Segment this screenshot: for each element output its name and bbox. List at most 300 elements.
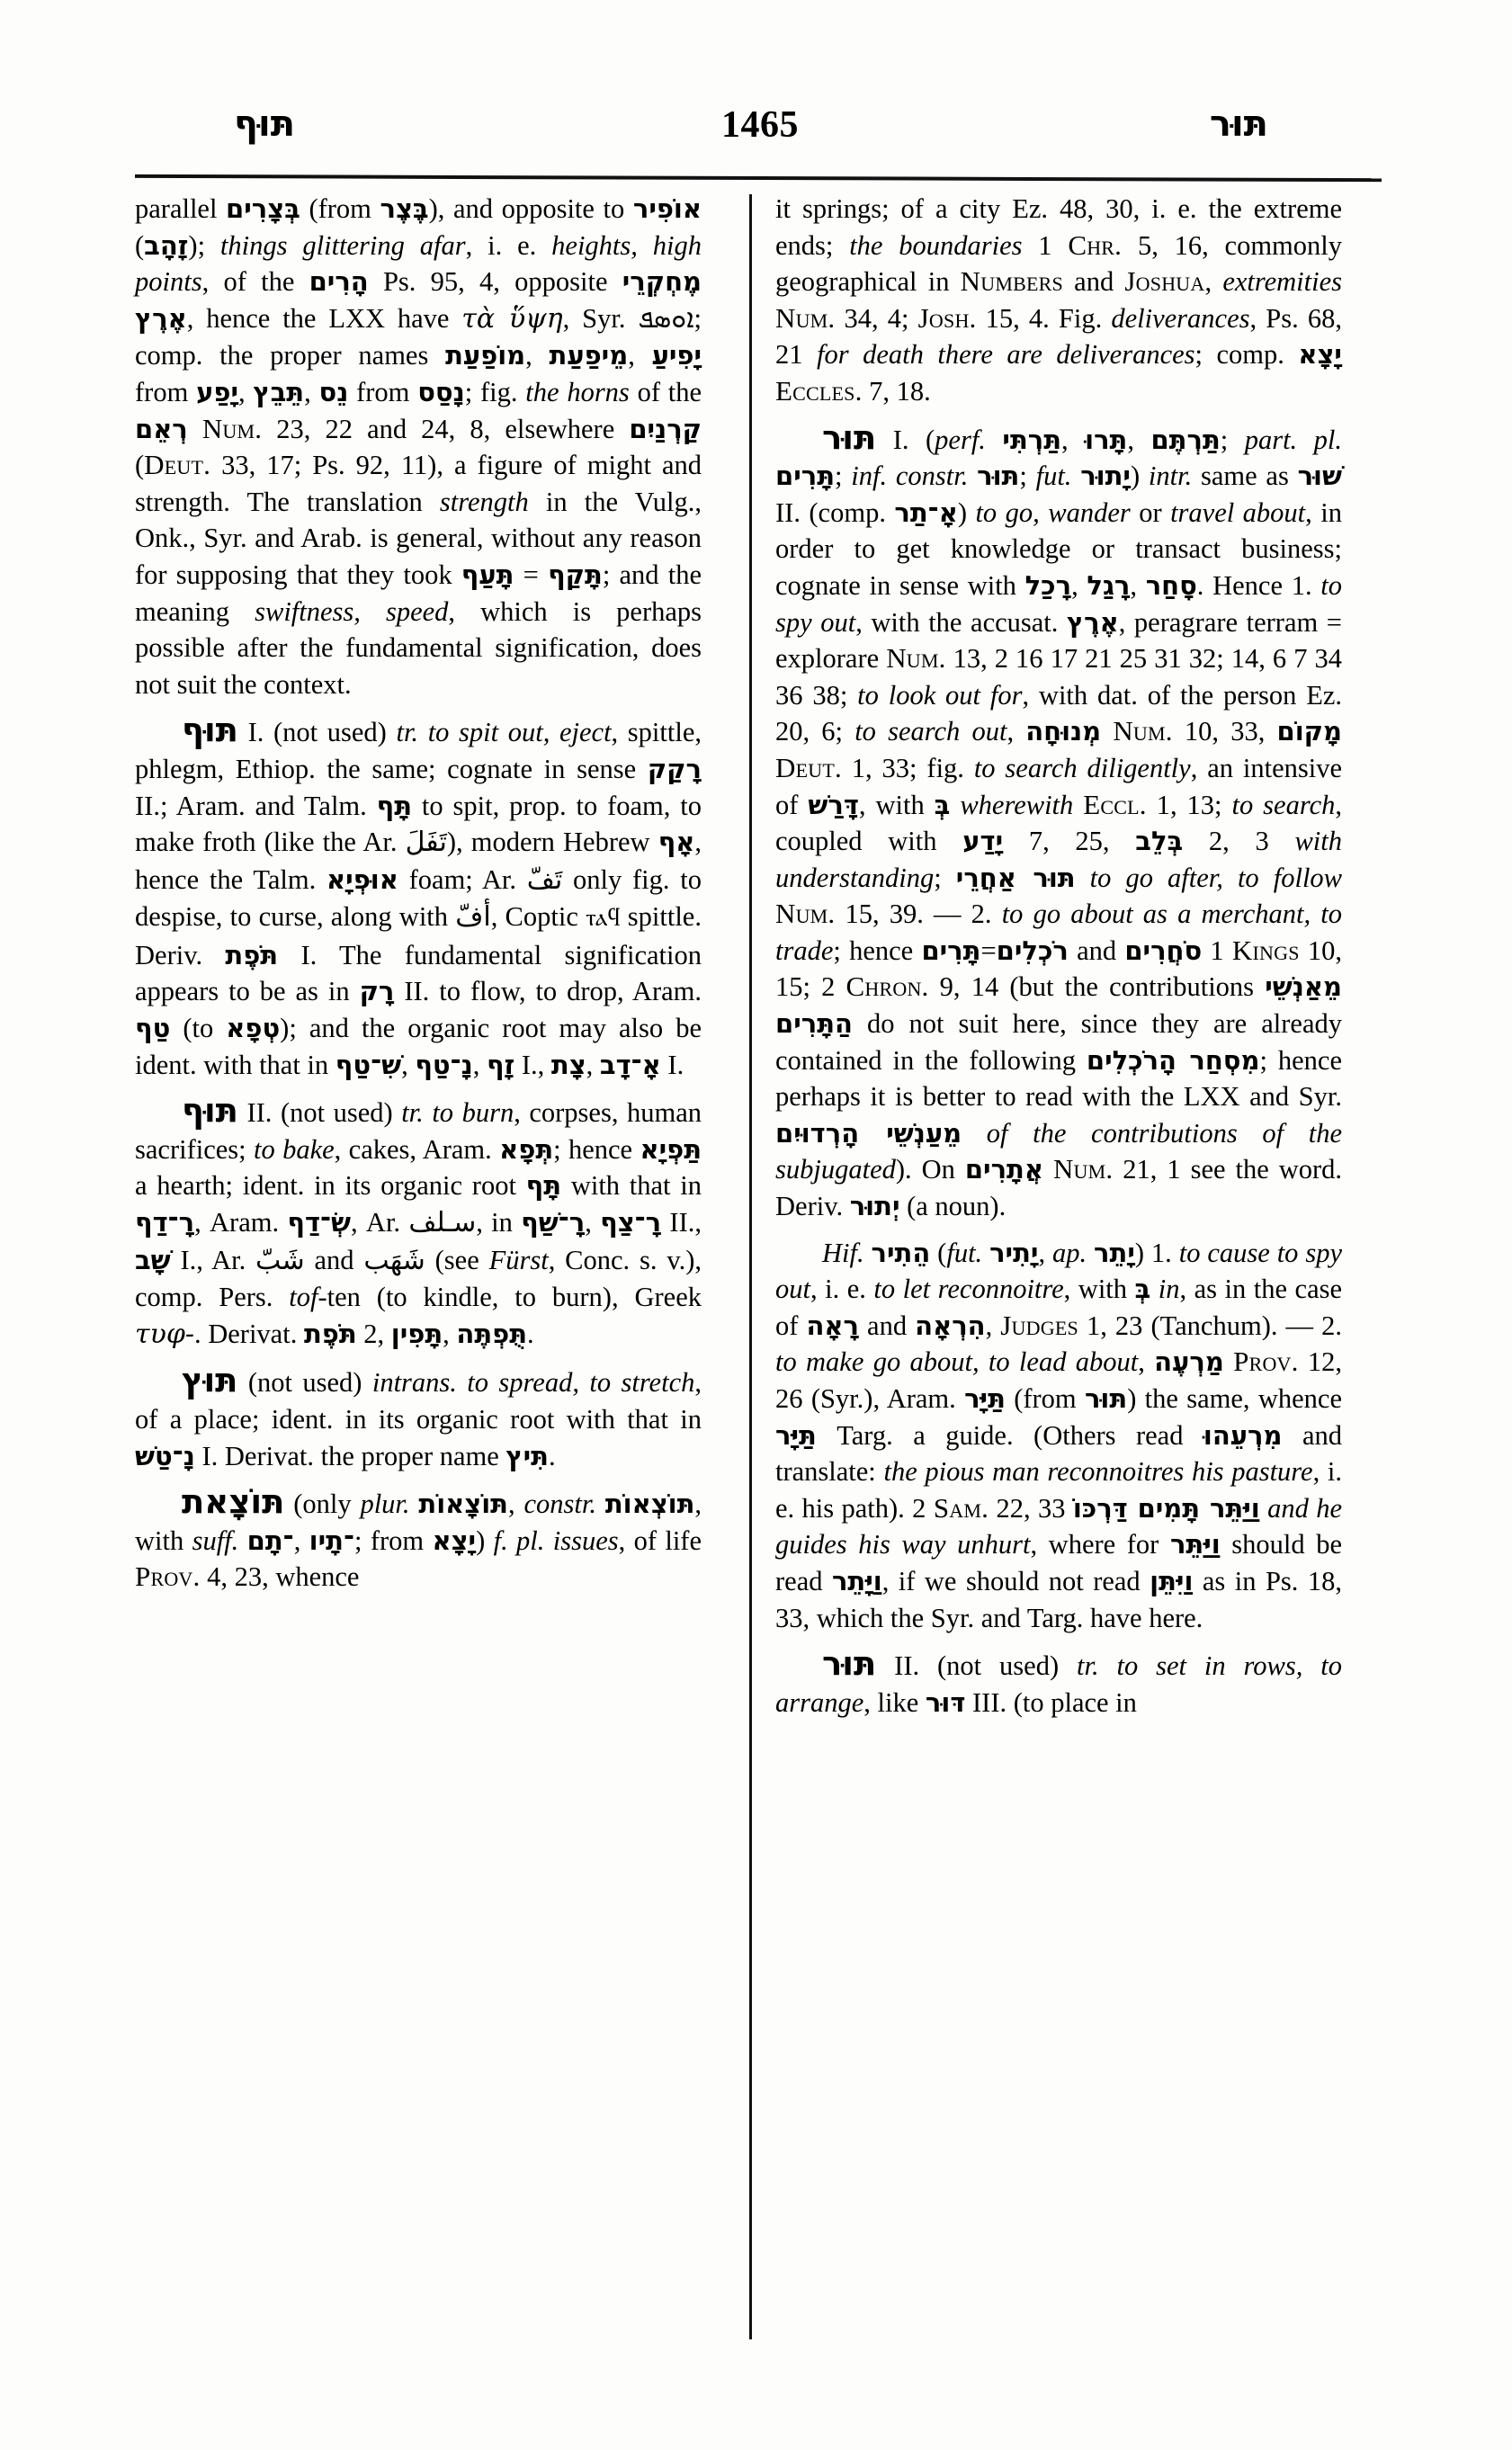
body-text: foam; Ar.	[398, 863, 527, 895]
hebrew-word: רָגַל	[1087, 569, 1131, 601]
coptic-word: ⲧⲁϥ	[586, 904, 621, 933]
body-text: , i. e.	[465, 229, 552, 261]
body-text: III. (to place in	[965, 1686, 1137, 1718]
body-text: (	[135, 229, 145, 261]
dictionary-entry	[775, 1235, 1342, 1637]
body-text: ;	[1220, 424, 1245, 455]
hebrew-word: בְּצָרִים	[226, 193, 300, 224]
scripture-ref: Num.	[775, 301, 836, 334]
hebrew-word: תֵּבֵץ	[253, 376, 305, 407]
hebrew-word: יָתֵר	[1094, 1237, 1135, 1268]
body-text: ; hence perhaps it is better to read with the LXX and Syr.	[775, 1044, 1342, 1113]
hebrew-word: הֵתִיר	[871, 1237, 931, 1268]
body-text: , which is perhaps possible after the fundamental signification, does not suit the context.	[135, 595, 702, 700]
hebrew-word: תָּעַף	[461, 559, 514, 590]
body-text: , hence the LXX have	[186, 302, 462, 334]
gloss-italic: to let reconnoitre	[873, 1274, 1064, 1305]
body-text: spittle. Deriv.	[135, 901, 702, 970]
hebrew-word: תֻּפְתֶּה	[456, 1318, 528, 1349]
body-text: 5, 16, commonly geographical in	[775, 229, 1342, 298]
body-text	[410, 1489, 419, 1519]
body-text: I. (	[876, 424, 935, 455]
hebrew-word: הִרְאָה	[915, 1310, 986, 1341]
column-left	[135, 191, 702, 1596]
hebrew-word: יָדַע	[962, 826, 1004, 857]
scripture-ref: Num.	[1113, 715, 1173, 747]
arabic-word: شَهَب	[363, 1244, 425, 1276]
body-text	[1087, 1238, 1094, 1268]
scripture-ref: Prov.	[135, 1560, 201, 1593]
gloss-italic: tr. to set in rows, to arrange	[775, 1650, 1342, 1718]
gloss-italic: strength	[439, 486, 529, 517]
gloss-italic: f. pl. issues	[493, 1525, 619, 1556]
hebrew-word: תָּרוּ	[1085, 424, 1128, 455]
body-text: (only	[284, 1489, 361, 1520]
column-divider	[749, 194, 752, 2339]
body-text	[950, 790, 960, 820]
scripture-ref: Num.	[201, 412, 263, 444]
body-text: do not suit here, since they are already contained in the following	[775, 1008, 1342, 1076]
body-text: ,	[401, 1049, 416, 1080]
scripture-ref: Num.	[1052, 1153, 1114, 1185]
hebrew-word: תָּרִים	[921, 934, 981, 966]
gloss-italic: to make go about, to lead about	[775, 1346, 1139, 1378]
hebrew-word: סֹחֲרִים	[1124, 934, 1203, 966]
body-text: in the Vulg., Onk., Syr. and Arab. is general, without any reason for supposing that they took	[135, 486, 702, 590]
hebrew-word: ־תָם	[246, 1525, 294, 1556]
body-text: ;	[835, 460, 852, 492]
body-text: 15, 39. — 2.	[835, 899, 1002, 930]
hebrew-word: תּוֹצָאוֹת	[418, 1489, 508, 1520]
body-text: , in order to get knowledge or transact business; cognate in sense with	[775, 496, 1342, 601]
gloss-italic: to go after, to follow	[1089, 862, 1343, 893]
hebrew-word: נָ־טַף	[415, 1049, 473, 1080]
hebrew-word: מָקוֹם	[1276, 716, 1342, 747]
body-text: , as in the case of	[775, 1274, 1343, 1341]
body-text: 7, 25,	[1003, 826, 1136, 857]
gloss-italic: for death there are deliverances	[817, 339, 1195, 371]
hebrew-word: תַּיָּר	[964, 1383, 1006, 1414]
arabic-word: شَبّ	[255, 1244, 305, 1276]
gloss-italic: fut.	[1035, 460, 1072, 492]
body-text: to spit, prop. to foam, to make froth (like the Ar.	[135, 790, 702, 858]
hebrew-word: אוּפְיָא	[327, 863, 398, 895]
hebrew-word: וַיַּתֵּר	[1169, 1529, 1221, 1560]
arabic-word: ܐܘܣܦ	[638, 302, 694, 335]
gloss-italic: to search diligently	[973, 752, 1191, 783]
body-text: 15, 4. Fig.	[976, 302, 1112, 334]
body-text: I. Derivat. the proper name	[194, 1440, 506, 1471]
body-text: 1, 23 (Tanchum). — 2.	[1078, 1310, 1342, 1341]
greek-word: τὰ ὕψη	[461, 302, 563, 335]
hebrew-word: תָּרִים	[775, 460, 836, 492]
body-text: , with dat. of the person Ez. 20, 6;	[775, 679, 1342, 747]
gloss-italic: intrans. to spread, to stretch	[371, 1367, 695, 1399]
gloss-italic: plur.	[360, 1489, 410, 1520]
body-text	[596, 1489, 605, 1519]
body-text: ; hence	[553, 1133, 640, 1165]
hebrew-word: זָף	[487, 1049, 515, 1080]
hebrew-word: אֶרֶץ	[1066, 606, 1119, 638]
scripture-ref: Deut.	[775, 751, 842, 783]
scripture-ref: Chr.	[1068, 228, 1123, 261]
hebrew-word: תִּיץ	[505, 1440, 549, 1471]
body-text: and	[858, 1310, 916, 1341]
header-rule	[135, 174, 1382, 182]
body-text: of the	[629, 376, 702, 407]
body-text: 13, 2 16 17 21 25 31 32; 14, 6 7 34 36 38;	[775, 643, 1342, 711]
scripture-ref: Deut.	[144, 449, 211, 481]
gloss-italic: to go, wander	[975, 496, 1131, 528]
hebrew-word: מוֹפַעַת	[445, 340, 526, 371]
body-text: , with	[858, 789, 935, 820]
body-text: ,	[985, 1310, 1001, 1341]
body-text: 1, 33; fig.	[841, 752, 974, 783]
gloss-italic: and he guides his way unhurt	[775, 1492, 1343, 1560]
body-text: ), modern Hebrew	[446, 827, 658, 858]
hebrew-word: אָף	[658, 827, 695, 858]
gloss-italic: to look out for	[857, 679, 1023, 711]
hebrew-word: תָּף	[376, 790, 413, 821]
body-text: , coupled with	[775, 789, 1342, 857]
hebrew-word: מֶחְקְרֵי אֶרֶץ	[135, 266, 702, 334]
dictionary-entry	[135, 1093, 702, 1353]
body-text: . Hence 1.	[1196, 569, 1321, 601]
hebrew-word: תּוּר	[1084, 1383, 1128, 1414]
body-text: , of a place; ident. in its organic root with that in	[135, 1367, 702, 1435]
body-text: , Syr.	[562, 302, 639, 334]
hebrew-word: נָ־טַשׁ	[135, 1440, 195, 1471]
body-text: 33, 17; Ps. 92, 11), a figure of might and strength. The translation	[135, 450, 702, 517]
hebrew-word: תַּרְתִּי	[1002, 424, 1062, 455]
body-text: 9, 14 (but the contributions	[928, 971, 1266, 1003]
entry-lemma: תּוֹצָאת	[182, 1482, 285, 1522]
body-text: ) 1.	[1134, 1237, 1179, 1268]
body-text: parallel	[135, 193, 227, 224]
body-text: , corpses, human sacrifices;	[135, 1097, 702, 1165]
hebrew-word: תֹּפֶת	[225, 939, 279, 970]
hebrew-word: וַיִּתֵּן	[1150, 1565, 1194, 1596]
hebrew-word: יָפִיעַ	[651, 340, 702, 371]
hebrew-word: טְפָא	[226, 1013, 281, 1044]
body-text	[1076, 863, 1090, 893]
hebrew-word: יָתוּר	[1080, 460, 1131, 492]
hebrew-word: סָחַר	[1145, 569, 1197, 601]
arabic-word: سـلف	[408, 1207, 477, 1239]
hebrew-word: וַיָּתֵר	[831, 1565, 882, 1596]
body-text: ,	[628, 340, 652, 371]
hebrew-word: רָק	[359, 976, 395, 1007]
arabic-word: أفّ	[455, 901, 491, 934]
body-text: -ten (to kindle, to burn), Greek	[318, 1282, 702, 1313]
entry-lemma: תּוּץ	[182, 1361, 238, 1400]
hebrew-word: מְנוּחָה	[1025, 716, 1102, 747]
dictionary-entry	[135, 712, 702, 1083]
body-text: 21, 1 see the word. Deriv.	[775, 1154, 1343, 1222]
body-text: ,	[443, 1318, 457, 1349]
body-text: )	[1130, 460, 1149, 492]
hebrew-word: טַף	[135, 1013, 171, 1044]
hebrew-word: מִרְעֵהוּ	[1203, 1419, 1283, 1451]
entry-lemma: תּוּר	[822, 1644, 877, 1684]
scripture-ref: Josh.	[917, 301, 977, 334]
gloss-italic: part. pl.	[1244, 424, 1343, 455]
continuation-paragraph	[135, 191, 702, 702]
hebrew-word: תָּף	[525, 1170, 562, 1202]
body-text: (not used)	[237, 1367, 372, 1399]
hebrew-word: קַרְנַיִם	[629, 413, 702, 444]
body-text: , with the accusat.	[855, 606, 1067, 638]
body-text: ,	[238, 376, 254, 407]
hebrew-word: בְּלֵב	[1135, 826, 1184, 857]
body-text: . Derivat.	[193, 1318, 304, 1349]
body-text: , in	[476, 1207, 522, 1238]
gloss-italic: fut.	[946, 1237, 983, 1268]
body-text: 1	[1022, 229, 1069, 261]
body-text: 22, 33	[989, 1492, 1073, 1524]
body-text: I.,	[514, 1049, 551, 1080]
dictionary-entry	[775, 1646, 1342, 1721]
body-text: , where for	[1030, 1529, 1170, 1560]
hebrew-word: תָּפִין	[390, 1318, 443, 1349]
scripture-ref: Sam.	[933, 1491, 989, 1524]
gloss-italic: to search	[1231, 789, 1336, 820]
body-text: ,	[293, 1525, 309, 1556]
entry-lemma: תּוּף	[182, 1091, 238, 1131]
body-text: as in Ps. 18, 33, which the Syr. and Targ. have here.	[775, 1565, 1342, 1633]
body-text: Targ. a guide. (Others read	[816, 1419, 1203, 1451]
body-text: ;	[1019, 460, 1036, 492]
hebrew-word: תַּפְיָא	[640, 1133, 702, 1165]
hebrew-word: שׁוּר	[1297, 460, 1342, 492]
body-text: =	[514, 559, 549, 590]
body-text: .	[527, 1318, 534, 1349]
body-text: ), and opposite to	[428, 193, 633, 224]
hebrew-word: יָצָא	[1298, 339, 1342, 371]
body-text: =	[980, 934, 997, 966]
hebrew-word: שִׁ־טַף	[335, 1049, 402, 1080]
body-text: 12, 26 (Syr.), Aram.	[775, 1346, 1343, 1414]
body-text: 10, 15; 2	[775, 934, 1342, 1003]
body-text: should be read	[775, 1529, 1343, 1596]
body-text: 2, 3	[1183, 826, 1295, 857]
body-text: II. (comp.	[775, 496, 895, 528]
body-text: ) the same, whence	[1127, 1383, 1342, 1414]
entry-lemma: תּוּף	[182, 711, 238, 750]
gloss-italic: swiftness, speed	[255, 595, 449, 627]
body-text: I. The fundamental signification appears to be as in	[135, 939, 702, 1007]
body-text: ,	[1007, 716, 1026, 747]
body-text: with that in	[561, 1170, 702, 1202]
body-text: ,	[1071, 569, 1087, 601]
body-text	[188, 414, 202, 444]
hebrew-word: אוֹפִיר	[632, 193, 702, 224]
body-text: ; hence	[833, 934, 922, 966]
body-text: only fig. to despise, to curse, along with	[135, 863, 702, 933]
hebrew-word: תֹּפֶת	[303, 1318, 357, 1349]
body-text: ; and the meaning	[135, 559, 702, 627]
body-text	[1043, 1154, 1053, 1185]
gloss-italic: to search out	[854, 716, 1007, 747]
body-columns	[135, 191, 1385, 2349]
gloss-italic: to spy out	[775, 569, 1343, 638]
hebrew-word: יְתוּר	[849, 1191, 900, 1222]
scripture-ref: Num.	[886, 642, 946, 675]
page-number: 1465	[721, 104, 799, 146]
hebrew-word: מֵעַנְשֵׁי הָרְדוּיִם	[775, 1117, 962, 1149]
hebrew-word: תָּקַף	[548, 559, 603, 590]
body-text	[238, 1525, 246, 1556]
gloss-italic: things glittering afar	[219, 229, 466, 261]
body-text: ,	[507, 1489, 524, 1520]
hebrew-word: צָת	[550, 1049, 586, 1080]
hebrew-word: בֶּצֶר	[380, 193, 429, 224]
body-text: ;	[934, 862, 956, 893]
body-text: 1, 13;	[1146, 789, 1232, 820]
body-text: )	[957, 496, 976, 528]
gloss-italic: Hif.	[822, 1237, 864, 1268]
column-right	[775, 191, 1342, 1721]
body-text: ,	[304, 376, 319, 407]
body-text	[982, 1238, 989, 1268]
body-text: ,	[1204, 266, 1223, 298]
hebrew-word: נָסַס	[417, 376, 465, 407]
body-text	[1071, 460, 1080, 491]
body-text: ; comp. the proper names	[135, 302, 702, 371]
body-text: ; comp.	[1194, 339, 1299, 371]
body-text: from	[135, 376, 197, 407]
hebrew-word: שָׁב	[135, 1244, 171, 1275]
body-text: , like	[863, 1686, 926, 1718]
hebrew-word: יָתִיר	[989, 1237, 1039, 1268]
header-right-hebrew: תּוּר	[1209, 103, 1268, 145]
body-text: (to	[170, 1013, 227, 1044]
body-text: 7, 18.	[862, 375, 931, 407]
hebrew-word: רְאֵם	[135, 413, 188, 444]
body-text: , i. e. his path). 2	[775, 1456, 1342, 1524]
body-text: II. (not used)	[876, 1650, 1078, 1682]
body-text: , peragrare terram = explorare	[775, 606, 1342, 675]
body-text: , with	[135, 1489, 702, 1556]
hebrew-word: רָ־צַף	[600, 1207, 662, 1238]
hebrew-word: מֵיפַעַת	[549, 340, 629, 371]
gloss-italic: to go about as a merchant, to trade	[775, 899, 1342, 966]
continuation-paragraph	[775, 191, 1342, 410]
body-text: ,	[1061, 424, 1086, 455]
body-text: ,	[1127, 424, 1151, 455]
gloss-italic: with understanding	[775, 826, 1343, 893]
gloss-italic: heights, high points	[135, 229, 702, 298]
header-left-hebrew: תּוּף	[234, 103, 296, 145]
body-text: (from	[300, 193, 380, 224]
body-text: and	[1068, 934, 1125, 966]
scripture-ref: Joshua	[1124, 265, 1205, 298]
scripture-ref: Num.	[775, 898, 836, 930]
hebrew-word: תַּיָּר	[775, 1419, 817, 1451]
body-text: same as	[1192, 460, 1298, 492]
hebrew-word: הָרִים	[309, 266, 369, 298]
body-text: and	[304, 1244, 364, 1275]
gloss-italic: ap.	[1052, 1237, 1087, 1268]
scripture-ref: Eccles.	[775, 374, 863, 407]
body-text: ,	[585, 1207, 601, 1238]
body-text	[864, 1238, 872, 1268]
body-text: , Conc. s. v.), comp. Pers.	[135, 1244, 702, 1313]
body-text: , an intensive of	[775, 752, 1342, 820]
hebrew-word: תְּפָא	[499, 1133, 554, 1165]
hebrew-word: רָ־שַׁף	[521, 1207, 586, 1238]
body-text: ). On	[895, 1154, 965, 1185]
scripture-ref: Chron.	[845, 970, 929, 1003]
running-head	[144, 103, 1376, 171]
body-text: (see	[425, 1244, 489, 1275]
gloss-italic: extremities	[1222, 266, 1342, 298]
body-text: , of life	[618, 1525, 702, 1556]
gloss-italic: of the contributions of the subjugated	[775, 1117, 1342, 1185]
body-text: 10, 33,	[1172, 716, 1277, 747]
body-text: I.	[660, 1049, 684, 1080]
body-text: ,	[1038, 1237, 1052, 1268]
gloss-italic: perf.	[935, 424, 986, 455]
body-text: , of the	[201, 266, 309, 298]
body-text: , with	[1063, 1274, 1135, 1305]
body-text: a hearth; ident. in its organic root	[135, 1170, 526, 1202]
gloss-italic: tr. to spit out, eject	[396, 717, 612, 748]
body-text	[968, 460, 977, 491]
body-text: (a noun).	[899, 1191, 1007, 1222]
gloss-italic: tof	[289, 1282, 318, 1313]
body-text	[1224, 1346, 1233, 1377]
hebrew-word: תּוּר	[977, 460, 1020, 492]
hebrew-word: מִסְחַר הָרֹכְלִים	[1086, 1044, 1260, 1076]
gloss-italic: Fürst	[488, 1244, 549, 1275]
dictionary-entry	[775, 417, 1343, 1225]
body-text: II.,	[661, 1207, 702, 1238]
hebrew-word: שְׂ־דַף	[287, 1207, 352, 1238]
scripture-ref: Prov.	[1233, 1346, 1299, 1378]
gloss-italic: constr.	[523, 1489, 596, 1520]
hebrew-word: בְּ	[934, 789, 951, 820]
gloss-italic: suff.	[192, 1525, 239, 1556]
gloss-italic: travel about	[1170, 496, 1306, 528]
gloss-italic: in	[1158, 1274, 1180, 1305]
body-text: , Ar.	[351, 1207, 409, 1238]
hebrew-word: רָכַל	[1024, 569, 1072, 601]
hebrew-word: אֲתָרִים	[964, 1154, 1043, 1185]
body-text	[986, 425, 1002, 455]
hebrew-word: רֹכְלִים	[996, 934, 1069, 966]
body-text: ,	[1138, 1346, 1155, 1378]
body-text: from	[348, 376, 418, 407]
body-text: , i. e.	[810, 1274, 874, 1305]
gloss-italic: intr.	[1148, 460, 1193, 492]
hebrew-word: מֵאַנְשֵׁי הַתָּרִים	[775, 971, 1342, 1040]
body-text: Ps. 95, 4, opposite	[368, 266, 622, 298]
body-text: II. to flow, to drop, Aram.	[394, 976, 702, 1007]
body-text: )	[476, 1525, 494, 1556]
gloss-italic: the boundaries	[849, 229, 1023, 261]
scripture-ref: Kings	[1231, 934, 1300, 966]
gloss-italic: to bake	[254, 1133, 335, 1165]
body-text: ); and the organic root may also be ident. with that in	[135, 1013, 702, 1080]
body-text: ; from	[354, 1525, 433, 1556]
body-text	[1101, 716, 1113, 747]
body-text: , Ps. 68, 21	[775, 302, 1342, 371]
arabic-word: تَفّ	[526, 863, 563, 896]
body-text: , spittle, phlegm, Ethiop. the same; cognate in sense	[135, 717, 702, 784]
gloss-italic: inf. constr.	[851, 460, 969, 492]
gloss-italic: the pious man reconnoitres his pasture	[883, 1456, 1313, 1488]
